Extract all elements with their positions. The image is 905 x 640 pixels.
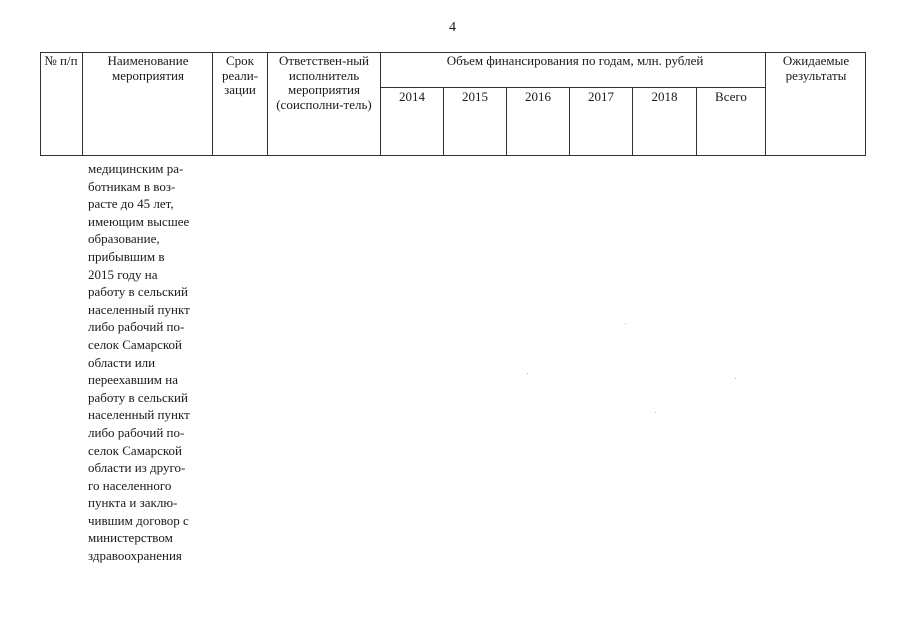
text-line: здравоохранения	[88, 548, 182, 564]
text-line: работу в сельский	[88, 284, 188, 300]
text-line: области или	[88, 354, 156, 370]
text-line: работу в сельский	[88, 389, 188, 405]
text-line: прибывшим в	[88, 248, 165, 264]
text-line: ботникам в воз-	[88, 178, 176, 194]
header-term: Срок реали-зации	[221, 53, 259, 97]
table-header	[40, 52, 866, 156]
text-line: переехавшим на	[88, 372, 179, 388]
text-line: области из друго-	[88, 460, 186, 476]
text-line: медицинским ра-	[88, 161, 184, 176]
measure-name-text	[88, 160, 210, 565]
text-line: образование,	[88, 231, 160, 247]
header-name: Наименование мероприятия	[107, 53, 189, 83]
text-line: либо рабочий по-	[88, 319, 185, 335]
header-executor: Ответствен-ный исполнитель мероприятия (соисполни-тель)	[276, 53, 372, 112]
header-num: № п/п	[44, 53, 78, 68]
text-line: 2015 году на	[88, 266, 158, 282]
text-line: имеющим высшее	[88, 213, 190, 229]
text-line: либо рабочий по-	[88, 424, 185, 440]
header-funding: Объем финансирования по годам, млн. рублей	[446, 53, 704, 68]
header-year-2014: 2014	[399, 89, 425, 104]
text-line: пункта и заклю-	[88, 495, 178, 511]
text-line: го населенного	[88, 477, 172, 493]
text-line: селок Самарской	[88, 336, 182, 352]
text-line: министерством	[88, 530, 173, 546]
text-line: населенный пункт	[88, 407, 190, 423]
header-year-2018: 2018	[651, 89, 678, 104]
text-line: населенный пункт	[88, 301, 190, 317]
page-number: 4	[449, 20, 456, 35]
header-year-total: Всего	[715, 89, 747, 104]
text-line: расте до 45 лет,	[88, 196, 174, 212]
scan-speck	[735, 378, 736, 379]
text-line: чившим договор с	[88, 512, 189, 528]
scan-speck	[625, 323, 626, 324]
header-year-2015: 2015	[462, 89, 488, 104]
scan-speck	[655, 412, 656, 413]
header-year-2017: 2017	[588, 89, 614, 104]
text-line: селок Самарской	[88, 442, 182, 458]
header-year-2016: 2016	[525, 89, 551, 104]
scan-speck	[527, 373, 528, 374]
header-results: Ожидаемые результаты	[782, 53, 850, 83]
